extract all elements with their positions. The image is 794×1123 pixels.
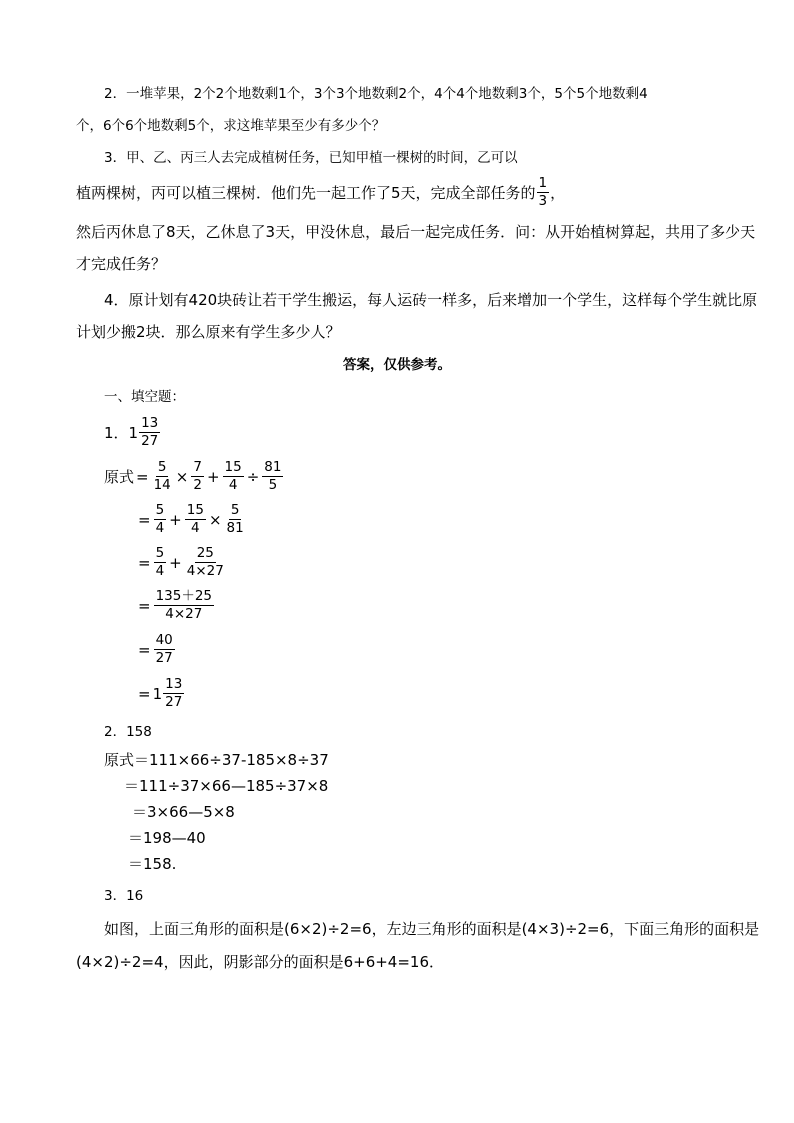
q3-fraction — [537, 176, 550, 209]
fraction-denominator: 14 — [153, 477, 171, 493]
answer-2-line-5: ＝158. — [128, 855, 177, 873]
answer-1-label — [104, 416, 161, 449]
fraction — [154, 546, 167, 579]
q2-line-2: 个，6个6个地数剩5个，求这堆苹果至少有多少个？ — [76, 118, 386, 134]
answer-1-step-2 — [136, 503, 247, 536]
equals-sign: = — [138, 684, 151, 703]
fraction-denominator: 4 — [155, 520, 165, 536]
answer-1-step-4 — [136, 589, 215, 622]
fraction — [223, 460, 244, 493]
fraction-denominator: 4×27 — [186, 563, 224, 579]
times-sign: × — [175, 467, 189, 486]
fraction-numerator: 15 — [186, 502, 204, 518]
fraction-denominator: 4×27 — [165, 606, 203, 622]
q3-line-2-tail: ， — [550, 184, 566, 202]
answer-1-step-5 — [136, 633, 176, 666]
q3-line-3: 然后丙休息了8天，乙休息了3天，甲没休息，最后一起完成任务．问：从开始植树算起，共用了多少天 — [76, 223, 756, 241]
q4-line-2: 计划少搬2块．那么原来有学生多少人？ — [76, 323, 341, 341]
answer-1-step-6 — [136, 677, 185, 710]
times-sign: × — [208, 510, 222, 529]
fraction — [154, 633, 175, 666]
q2-line-1: 2．一堆苹果，2个2个地数剩1个，3个3个地数剩2个，4个4个地数剩3个，5个5个地数剩4 — [104, 86, 648, 102]
fraction-numerator: 13 — [165, 676, 183, 692]
fraction-numerator: 40 — [155, 632, 173, 648]
answer-3-line-2: (4×2)÷2=4，因此，阴影部分的面积是6+6+4=16． — [76, 953, 445, 971]
fraction-numerator: 81 — [264, 459, 282, 475]
answer-2-line-4: ＝198—40 — [128, 829, 206, 847]
fraction-numerator: 135＋25 — [155, 588, 213, 604]
plus-sign: + — [169, 510, 182, 529]
fraction-denominator: 4 — [228, 477, 238, 493]
plus-sign: + — [206, 467, 220, 486]
answer-2-line-3: ＝3×66—5×8 — [132, 803, 235, 821]
fraction-numerator: 5 — [155, 545, 165, 561]
fraction-numerator: 7 — [193, 459, 202, 475]
fraction — [154, 589, 214, 622]
answer-2-line-1: 原式＝111×66÷37-185×8÷37 — [104, 751, 329, 769]
answer-3-line-1: 如图，上面三角形的面积是(6×2)÷2=6，左边三角形的面积是(4×3)÷2=6，下面三角形的面积是 — [104, 920, 760, 938]
answer-1-step-1 — [104, 460, 284, 493]
q3-fraction-numerator: 1 — [538, 175, 548, 191]
answer-2-label: 2．158 — [104, 724, 152, 740]
fraction — [163, 677, 184, 710]
equals-sign: = — [138, 510, 151, 529]
q3-line-4: 才完成任务？ — [76, 255, 167, 273]
fraction — [154, 503, 167, 536]
section-heading: 一、填空题： — [104, 389, 185, 405]
fraction-denominator: 81 — [226, 520, 244, 536]
divide-sign: ÷ — [246, 467, 260, 486]
original-expression-label: 原式 — [104, 468, 135, 486]
fraction-numerator: 13 — [141, 415, 159, 431]
equals-sign: = — [138, 553, 151, 572]
q3-line-2-text: 植两棵树，丙可以植三棵树．他们先一起工作了5天，完成全部任务的 — [76, 184, 536, 202]
fraction-denominator: 27 — [155, 650, 173, 666]
q3-fraction-denominator: 3 — [538, 193, 548, 209]
fraction-denominator: 27 — [165, 694, 183, 710]
answer-2-line-2: ＝111÷37×66—185÷37×8 — [124, 777, 329, 795]
fraction-numerator: 5 — [157, 459, 167, 475]
answer-1-fraction — [139, 416, 160, 449]
fraction — [225, 503, 246, 536]
fraction-denominator: 27 — [141, 433, 159, 449]
fraction — [185, 503, 206, 536]
fraction-numerator: 5 — [155, 502, 165, 518]
fraction — [152, 460, 173, 493]
fraction-denominator: 4 — [191, 520, 200, 536]
fraction-numerator: 5 — [230, 502, 240, 518]
plus-sign: + — [169, 553, 182, 572]
fraction-numerator: 15 — [224, 459, 242, 475]
q3-line-1: 3．甲、乙、丙三人去完成植树任务，已知甲植一棵树的时间，乙可以 — [104, 150, 518, 166]
equals-sign: = — [138, 640, 151, 659]
fraction-numerator: 25 — [196, 545, 214, 561]
fraction-denominator: 2 — [193, 477, 202, 493]
whole-number: 1 — [152, 684, 163, 703]
equals-sign: = — [138, 596, 151, 615]
answer-1-label-text: 1．1 — [104, 424, 139, 442]
answer-3-label: 3．16 — [104, 888, 144, 904]
q4-line-1: 4．原计划有420块砖让若干学生搬运，每人运砖一样多，后来增加一个学生，这样每个学生就比原 — [104, 291, 758, 309]
fraction — [191, 460, 204, 493]
answer-1-step-3 — [136, 546, 227, 579]
fraction — [185, 546, 226, 579]
answers-title: 答案，仅供参考。 — [343, 357, 451, 373]
equals-sign: = — [136, 467, 149, 486]
q3-line-2 — [76, 176, 565, 209]
fraction-denominator: 4 — [155, 563, 165, 579]
fraction — [262, 460, 283, 493]
fraction-denominator: 5 — [268, 477, 278, 493]
